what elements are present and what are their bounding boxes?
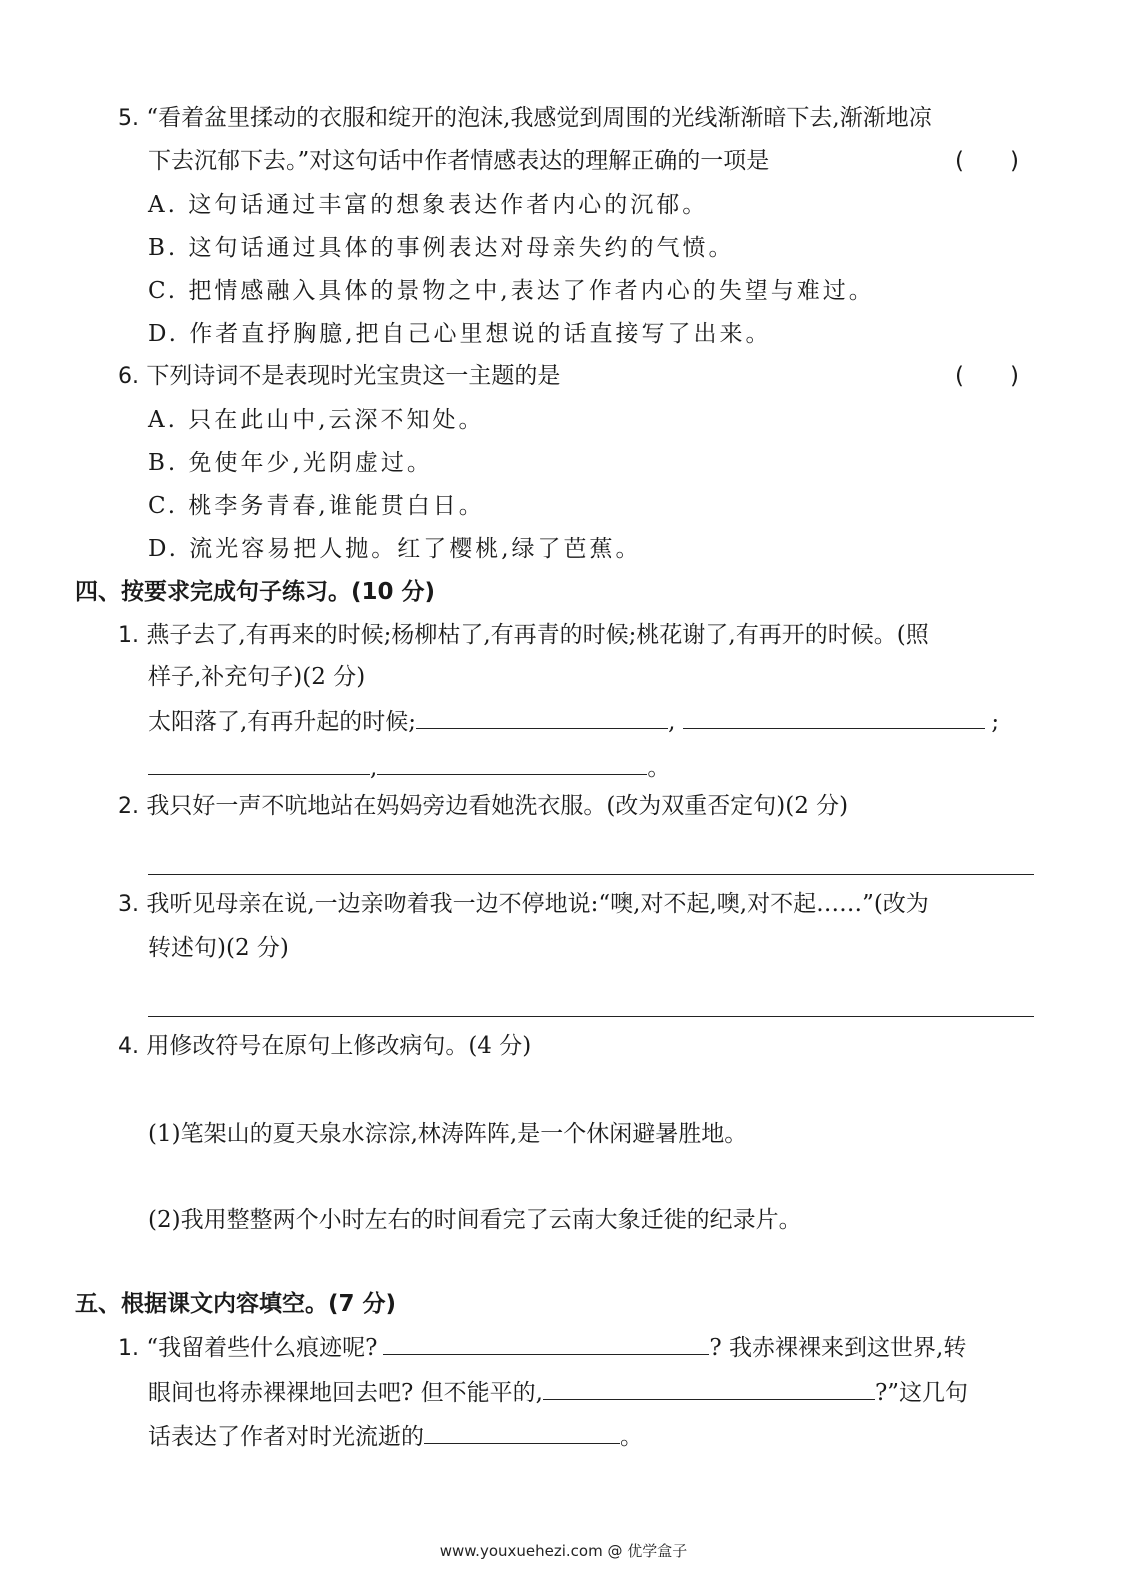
q5-option-c: C. 把情感融入具体的景物之中,表达了作者内心的失望与难过。	[148, 278, 875, 304]
s4-q4-line	[118, 1030, 531, 1063]
section4-title: 四、按要求完成句子练习。(10 分)	[75, 579, 436, 605]
section5-title: 五、根据课文内容填空。(7 分)	[75, 1291, 397, 1317]
s4-q1-comma-2: ,	[370, 755, 378, 781]
q5-stem-line1: “看着盆里揉动的衣服和绽开的泡沫,我感觉到周围的光线渐渐暗下去,渐渐地凉	[146, 105, 932, 131]
q6-line1	[118, 360, 560, 393]
s5-q1-l3a: 话表达了作者对时光流逝的	[148, 1424, 424, 1450]
s5-q1-line1	[118, 1332, 966, 1365]
s5-q1-blank-1[interactable]	[383, 1334, 709, 1355]
s4-q1-blank-2[interactable]	[683, 708, 985, 729]
s4-q4-number: 4.	[118, 1034, 139, 1059]
q5-option-d: D. 作者直抒胸臆,把自己心里想说的话直接写了出来。	[148, 321, 772, 347]
s4-q3-stem-line1: 我听见母亲在说,一边亲吻着我一边不停地说:“噢,对不起,噢,对不起……”(改为	[146, 891, 929, 917]
s4-q1-fill-line1	[148, 706, 999, 738]
s4-q2-text: 我只好一声不吭地站在妈妈旁边看她洗衣服。(改为双重否定句)(2 分)	[146, 793, 849, 819]
s4-q4-sentence-1: (1)笔架山的夏天泉水淙淙,林涛阵阵,是一个休闲避暑胜地。	[148, 1121, 748, 1147]
s5-q1-l1b: ? 我赤裸裸来到这世界,转	[709, 1335, 967, 1361]
s4-q1-period: 。	[647, 755, 671, 781]
s4-q1-prefix: 太阳落了,有再升起的时候;	[148, 709, 417, 735]
s4-q1-stem-line2: 样子,补充句子)(2 分)	[148, 664, 366, 690]
s4-q3-answer-line[interactable]	[148, 1016, 1034, 1017]
q6-option-c: C. 桃李务青春,谁能贯白日。	[148, 493, 485, 519]
s4-q3-stem-line2: 转述句)(2 分)	[148, 935, 289, 961]
q5-number: 5.	[118, 106, 139, 131]
s4-q4-sentence-2: (2)我用整整两个小时左右的时间看完了云南大象迁徙的纪录片。	[148, 1207, 802, 1233]
q5-option-a: A. 这句话通过丰富的想象表达作者内心的沉郁。	[148, 192, 709, 218]
s4-q2-line	[118, 790, 848, 823]
q5-stem-line2: 下去沉郁下去。”对这句话中作者情感表达的理解正确的一项是	[148, 148, 770, 174]
q6-option-b: B. 免使年少,光阴虚过。	[148, 450, 433, 476]
s5-q1-line3	[148, 1421, 643, 1453]
s4-q3-line1	[118, 888, 929, 921]
s4-q1-number: 1.	[118, 623, 139, 648]
s5-q1-l2a: 眼间也将赤裸裸地回去吧? 但不能平的,	[148, 1380, 543, 1406]
s4-q1-comma-1: ,	[668, 709, 676, 735]
s4-q1-stem-line1: 燕子去了,有再来的时候;杨柳枯了,有再青的时候;桃花谢了,有再开的时候。(照	[146, 622, 929, 648]
s4-q4-text: 用修改符号在原句上修改病句。(4 分)	[146, 1033, 532, 1059]
footer-watermark: www.youxuehezi.com @ 优学盒子	[439, 1542, 688, 1560]
s4-q3-number: 3.	[118, 892, 139, 917]
s5-q1-line2	[148, 1377, 968, 1409]
q5-option-b: B. 这句话通过具体的事例表达对母亲失约的气愤。	[148, 235, 735, 261]
q5-answer-paren[interactable]: ( )	[955, 148, 1019, 174]
s4-q1-blank-1[interactable]	[416, 708, 668, 729]
s5-q1-l1a: “我留着些什么痕迹呢?	[146, 1335, 378, 1361]
s5-q1-blank-3[interactable]	[424, 1423, 620, 1444]
q6-answer-paren[interactable]: ( )	[955, 363, 1019, 389]
s4-q1-blank-4[interactable]	[377, 754, 647, 775]
q6-number: 6.	[118, 364, 139, 389]
q6-stem: 下列诗词不是表现时光宝贵这一主题的是	[146, 363, 561, 389]
s4-q2-number: 2.	[118, 794, 139, 819]
q6-option-d: D. 流光容易把人抛。红了樱桃,绿了芭蕉。	[148, 536, 642, 562]
s5-q1-l3b: 。	[620, 1424, 643, 1450]
s4-q1-blank-3[interactable]	[148, 754, 370, 775]
s5-q1-number: 1.	[118, 1336, 139, 1361]
s4-q1-fill-line2	[148, 752, 670, 784]
q5-line1	[118, 102, 932, 135]
s5-q1-blank-2[interactable]	[543, 1379, 875, 1400]
s4-q1-semicolon: ;	[991, 709, 1000, 735]
s4-q2-answer-line[interactable]	[148, 874, 1034, 875]
s5-q1-l2b: ?”这几句	[874, 1380, 969, 1406]
q6-option-a: A. 只在此山中,云深不知处。	[148, 407, 485, 433]
s4-q1-line1	[118, 619, 929, 652]
